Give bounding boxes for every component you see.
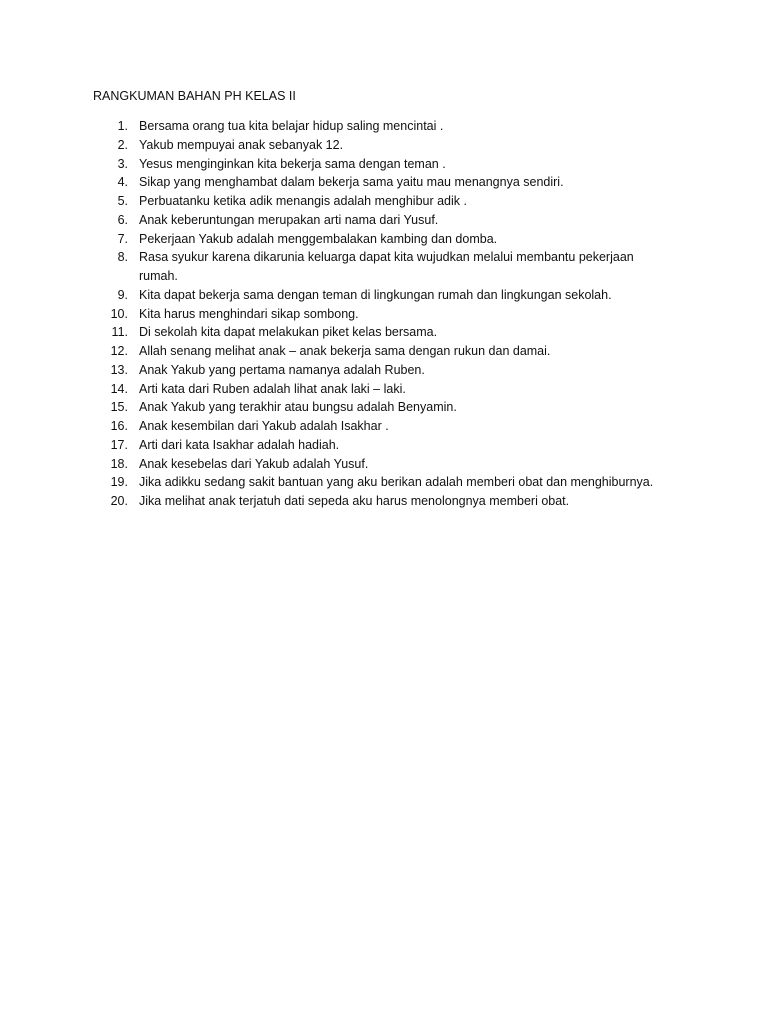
list-item-text: Kita harus menghindari sikap sombong. [139,306,359,321]
list-item-text: Yakub mempuyai anak sebanyak 12. [139,137,344,152]
list-item [93,436,693,455]
list-item-number: 6. [117,212,128,227]
list-item [93,155,693,174]
list-item-text: Perbuatanku ketika adik menangis adalah menghibur adik . [139,194,467,208]
list-item [93,417,693,436]
list-item [93,117,693,136]
list-item-number: 16. [110,419,128,433]
list-item-text: Anak Yakub yang terakhir atau bungsu adalah Benyamin. [139,400,457,415]
list-item-text: Arti dari kata Isakhar adalah hadiah. [139,437,340,452]
list-item [93,211,693,230]
list-item-text: Bersama orang tua kita belajar hidup saling mencintai . [139,119,444,133]
list-item-text: Anak Yakub yang pertama namanya adalah Ruben. [139,362,425,377]
list-item [93,248,693,286]
list-item-text: Yesus menginginkan kita bekerja sama dengan teman . [139,156,446,171]
list-item [93,136,693,155]
list-item-number: 20. [110,494,128,508]
list-item [93,323,693,342]
list-item-number: 1. [117,119,128,133]
list-item [93,455,693,474]
list-item-number: 13. [110,362,128,377]
list-item-text: Pekerjaan Yakub adalah menggembalakan kambing dan domba. [139,231,498,246]
list-item-number: 12. [110,344,128,358]
list-item-text: Anak kesebelas dari Yakub adalah Yusuf. [139,456,369,471]
list-item-text: Di sekolah kita dapat melakukan piket kelas bersama. [139,325,438,340]
list-item-number: 4. [117,175,128,190]
summary-list [93,117,693,511]
list-item [93,230,693,249]
list-item-number: 19. [110,475,128,490]
document-title: RANGKUMAN BAHAN PH KELAS II [93,89,296,103]
list-item [93,173,693,192]
list-item-number: 17. [110,437,128,452]
list-item-text: Anak keberuntungan merupakan arti nama dari Yusuf. [139,212,439,227]
list-item-text: Allah senang melihat anak – anak bekerja sama dengan rukun dan damai. [139,344,551,358]
list-item-text: Sikap yang menghambat dalam bekerja sama yaitu mau menangnya sendiri. [139,175,564,190]
list-item [93,380,693,399]
list-item [93,361,693,380]
list-item-text: Anak kesembilan dari Yakub adalah Isakhar . [139,419,389,433]
list-item-number: 14. [110,381,128,396]
list-item-number: 2. [117,137,128,152]
list-item-text: Arti kata dari Ruben adalah lihat anak laki – laki. [139,381,406,396]
list-item-number: 11. [111,325,128,340]
list-item-number: 3. [117,156,128,171]
list-item-text: Jika adikku sedang sakit bantuan yang aku berikan adalah memberi obat dan menghiburnya. [139,475,654,490]
list-item-number: 7. [117,231,128,246]
list-item-number: 5. [117,194,128,208]
list-item-number: 10. [110,306,128,321]
list-item [93,398,693,417]
list-item-number: 15. [110,400,128,415]
list-item-number: 9. [117,287,128,302]
list-item [93,492,693,511]
list-item [93,286,693,305]
list-item-text: Jika melihat anak terjatuh dati sepeda aku harus menolongnya memberi obat. [139,494,570,508]
list-item-number: 8. [117,250,128,265]
list-item [93,342,693,361]
list-item [93,305,693,324]
list-item-text: Rasa syukur karena dikarunia keluarga dapat kita wujudkan melalui membantu pekerjaan rumah. [139,250,634,283]
list-item-text: Kita dapat bekerja sama dengan teman di lingkungan rumah dan lingkungan sekolah. [139,287,612,302]
list-item [93,473,693,492]
list-item [93,192,693,211]
list-item-number: 18. [110,456,128,471]
